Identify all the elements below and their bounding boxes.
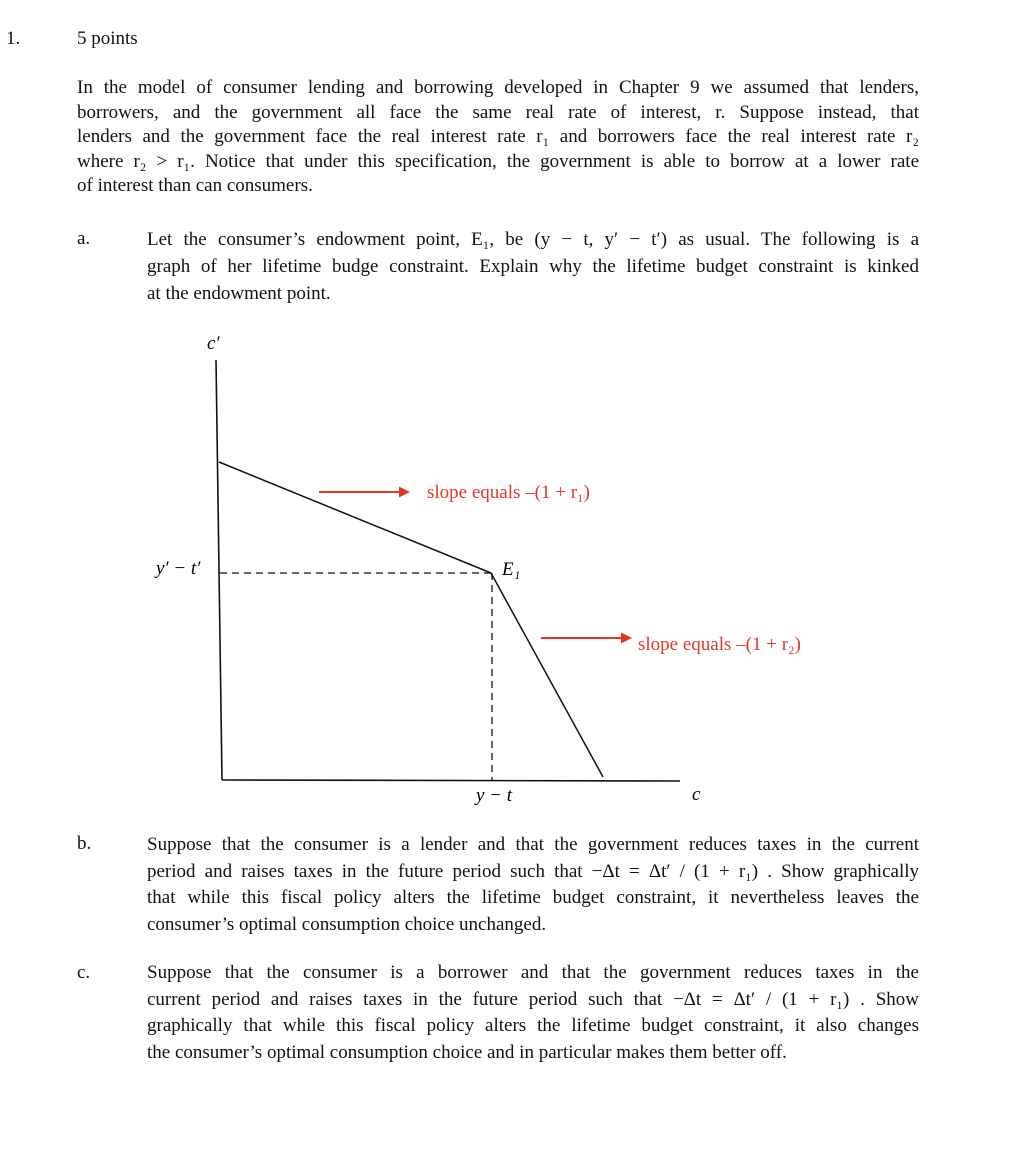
part-c-line: Suppose that the consumer is a borrower and that the government reduces taxes in the bbox=[147, 962, 919, 983]
slope-lower-label: slope equals –(1 + r₂) bbox=[638, 634, 801, 655]
question-number: 1. bbox=[6, 28, 21, 49]
part-b-line: consumer’s optimal consumption choice unchanged. bbox=[147, 913, 547, 935]
part-c-label: c. bbox=[77, 962, 91, 983]
part-c-text bbox=[147, 960, 919, 1066]
endowment-point-label: E₁ bbox=[502, 559, 521, 580]
part-c-line: graphically that while this fiscal policy alters the lifetime budget constraint, it also changes bbox=[147, 1015, 919, 1036]
part-c-line: current period and raises taxes in the future period such that −Δt = Δt′ / (1 + r₁) . Show bbox=[147, 988, 919, 1010]
part-c-line: the consumer’s optimal consumption choice and in particular makes them better off. bbox=[147, 1041, 787, 1063]
slope-upper-arrow-icon bbox=[399, 487, 410, 498]
question-points: 5 points bbox=[77, 28, 138, 49]
part-a-line: at the endowment point. bbox=[147, 283, 331, 304]
slope-upper-label: slope equals –(1 + r₁) bbox=[427, 482, 590, 503]
x-axis-label: c bbox=[692, 784, 701, 805]
part-a-line: graph of her lifetime budge constraint. Explain why the lifetime budget constraint is kinked bbox=[147, 256, 919, 277]
part-b-text bbox=[147, 832, 919, 938]
part-a-label: a. bbox=[77, 228, 91, 249]
intro-line: where r₂ > r₁. Notice that under this specification, the government is able to borrow at a lower rate bbox=[77, 150, 919, 172]
intro-line: lenders and the government face the real interest rate r₁ and borrowers face the real interest rate r₂ bbox=[77, 126, 919, 147]
part-a-line: Let the consumer’s endowment point, E₁, be (y − t, y′ − t′) as usual. The following is a bbox=[147, 229, 919, 250]
part-b-line: period and raises taxes in the future period such that −Δt = Δt′ / (1 + r₁) . Show graphically bbox=[147, 860, 919, 882]
slope-lower-arrow-icon bbox=[621, 633, 632, 644]
part-b-line: that while this fiscal policy alters the lifetime budget constraint, it nevertheless leaves the bbox=[147, 887, 919, 908]
intro-line: of interest than can consumers. bbox=[77, 175, 313, 196]
endowment-y-label: y′ − t′ bbox=[156, 558, 201, 579]
budget-line-lender-segment bbox=[219, 462, 491, 573]
y-axis bbox=[216, 360, 222, 780]
intro-line: In the model of consumer lending and borrowing developed in Chapter 9 we assumed that lenders, bbox=[77, 77, 919, 98]
part-b-line: Suppose that the consumer is a lender and that the government reduces taxes in the current bbox=[147, 834, 919, 855]
y-axis-label: c′ bbox=[207, 333, 220, 354]
part-b-label: b. bbox=[77, 833, 92, 854]
endowment-x-label: y − t bbox=[476, 785, 513, 806]
x-axis bbox=[222, 780, 680, 781]
budget-line-borrower-segment bbox=[491, 573, 603, 777]
intro-line: borrowers, and the government all face the same real rate of interest, r. Suppose instead, that bbox=[77, 101, 919, 123]
